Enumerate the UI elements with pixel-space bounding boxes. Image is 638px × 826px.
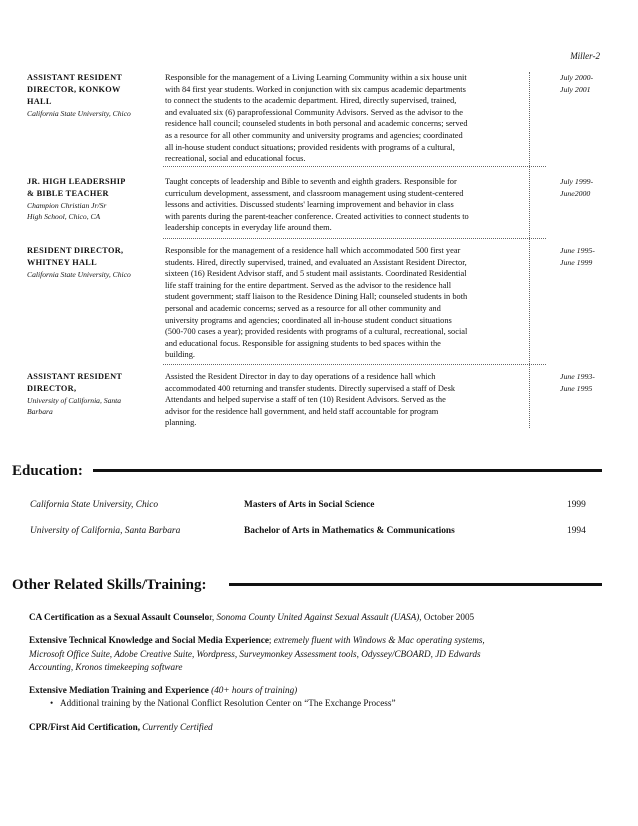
section-rule xyxy=(229,583,602,586)
job-entry xyxy=(27,176,599,233)
job-organization: University of California, Santa xyxy=(27,396,122,405)
skill-item: Extensive Technical Knowledge and Social Media Experience; extremely fluent with Windows & Mac operating systems, Microsoft Office Suite, Adobe Creative Suite, Wordpress, Surveymonkey Assessment tools, Odyssey/CBOARD, JD Edwards Accounting, Kronos timekeeping software xyxy=(29,635,485,672)
job-title: WHITNEY HALL xyxy=(27,258,97,267)
degree: Bachelor of Arts in Mathematics & Communications xyxy=(244,526,455,536)
divider xyxy=(163,166,546,167)
job-entry xyxy=(27,371,599,428)
year: 1999 xyxy=(567,500,586,510)
job-dates: June 1993- June 1995 xyxy=(560,372,595,393)
divider xyxy=(163,364,546,365)
year: 1994 xyxy=(567,526,586,536)
job-title: ASSISTANT RESIDENT xyxy=(27,73,123,82)
job-title: DIRECTOR, KONKOW xyxy=(27,85,121,94)
section-heading-skills: Other Related Skills/Training: xyxy=(12,577,207,593)
job-dates: July 1999- June2000 xyxy=(560,177,594,198)
section-rule xyxy=(93,469,602,472)
job-title: ASSISTANT RESIDENT xyxy=(27,372,123,381)
job-title: RESIDENT DIRECTOR, xyxy=(27,246,124,255)
page-header: Miller-2 xyxy=(570,51,600,61)
job-title: DIRECTOR, xyxy=(27,384,77,393)
degree: Masters of Arts in Social Science xyxy=(244,500,375,510)
section-heading-education: Education: xyxy=(12,463,83,479)
job-title: JR. HIGH LEADERSHIP xyxy=(27,177,126,186)
column-divider xyxy=(529,72,530,428)
job-organization: High School, Chico, CA xyxy=(27,212,101,221)
skill-item: Extensive Mediation Training and Experience (40+ hours of training) xyxy=(29,685,298,695)
job-organization: Champion Christian Jr/Sr xyxy=(27,201,107,210)
job-description: Assisted the Resident Director in day to day operations of a residence hall which accommodated 400 returning and transfer students. Directly supervised a staff of Desk Attendants and helped supervise a staff of ten (10) Resident Advisors. Served as the advisor for the residence hall government, and held staff accountable for program planning. xyxy=(165,372,456,428)
job-entry xyxy=(27,72,599,164)
job-organization: Barbara xyxy=(27,407,53,416)
divider xyxy=(163,238,546,239)
skill-item: CPR/First Aid Certification, Currently Certified xyxy=(29,722,213,732)
school: California State University, Chico xyxy=(30,500,159,510)
job-dates: June 1995- June 1999 xyxy=(560,246,595,267)
job-description: Taught concepts of leadership and Bible to seventh and eighth graders. Responsible for curriculum development, assessment, and classroom management using student-centered lessons and activities. Discussed students' learning improvement and behavior in class with parents during the parent-teacher conference. Created activities to connect students to leadership concepts in everyday life around them. xyxy=(165,177,469,233)
bullet-icon: • xyxy=(50,698,54,708)
school: University of California, Santa Barbara xyxy=(30,526,181,536)
job-organization: California State University, Chico xyxy=(27,270,131,279)
job-description: Responsible for the management of a residence hall which accommodated 500 first year students. Hired, directly supervised, trained, and evaluated an Assistant Resident Director, sixteen (16) Resident Advisor staff, and 5 student mail assistants. Coordinated Residential life staff training for the entire department. Served as the advisor to the residence hall student government; staff liaison to the Residence Dining Hall; counseled students in both personal and academic concerns; served as a resource for all other community and university programs and agencies; coordinated all in-house student conduct situations (500-700 cases a year); provided residents with programs of a cultural, recreational, social and educational focus. Responsible for assigning students to bed spaces within the building. xyxy=(165,246,468,360)
job-title: HALL xyxy=(27,97,52,106)
job-entry xyxy=(27,245,599,360)
job-dates: July 2000- July 2001 xyxy=(560,73,594,94)
job-title: & BIBLE TEACHER xyxy=(27,189,109,198)
job-description: Responsible for the management of a Living Learning Community within a six house unit with 84 first year students. Worked in conjunction with six campus academic departments to connect the students to the academic department. Hired, directly supervised, trained, and evaluated six (6) paraprofessional Community Advisors. Served as the advisor to the residence hall council; counseled students in both personal and academic concerns; served as a resource for all other community and university programs and agencies; coordinated all in-house student conduct situations; provided residents with programs of a cultural, recreational, social and educational focus. xyxy=(165,73,468,164)
job-organization: California State University, Chico xyxy=(27,109,131,118)
skill-item: CA Certification as a Sexual Assault Counselor, Sonoma County United Against Sexual Assault (UASA), October 2005 xyxy=(29,612,475,622)
bullet-item: • Additional training by the National Conflict Resolution Center on “The Exchange Process” xyxy=(50,698,396,708)
